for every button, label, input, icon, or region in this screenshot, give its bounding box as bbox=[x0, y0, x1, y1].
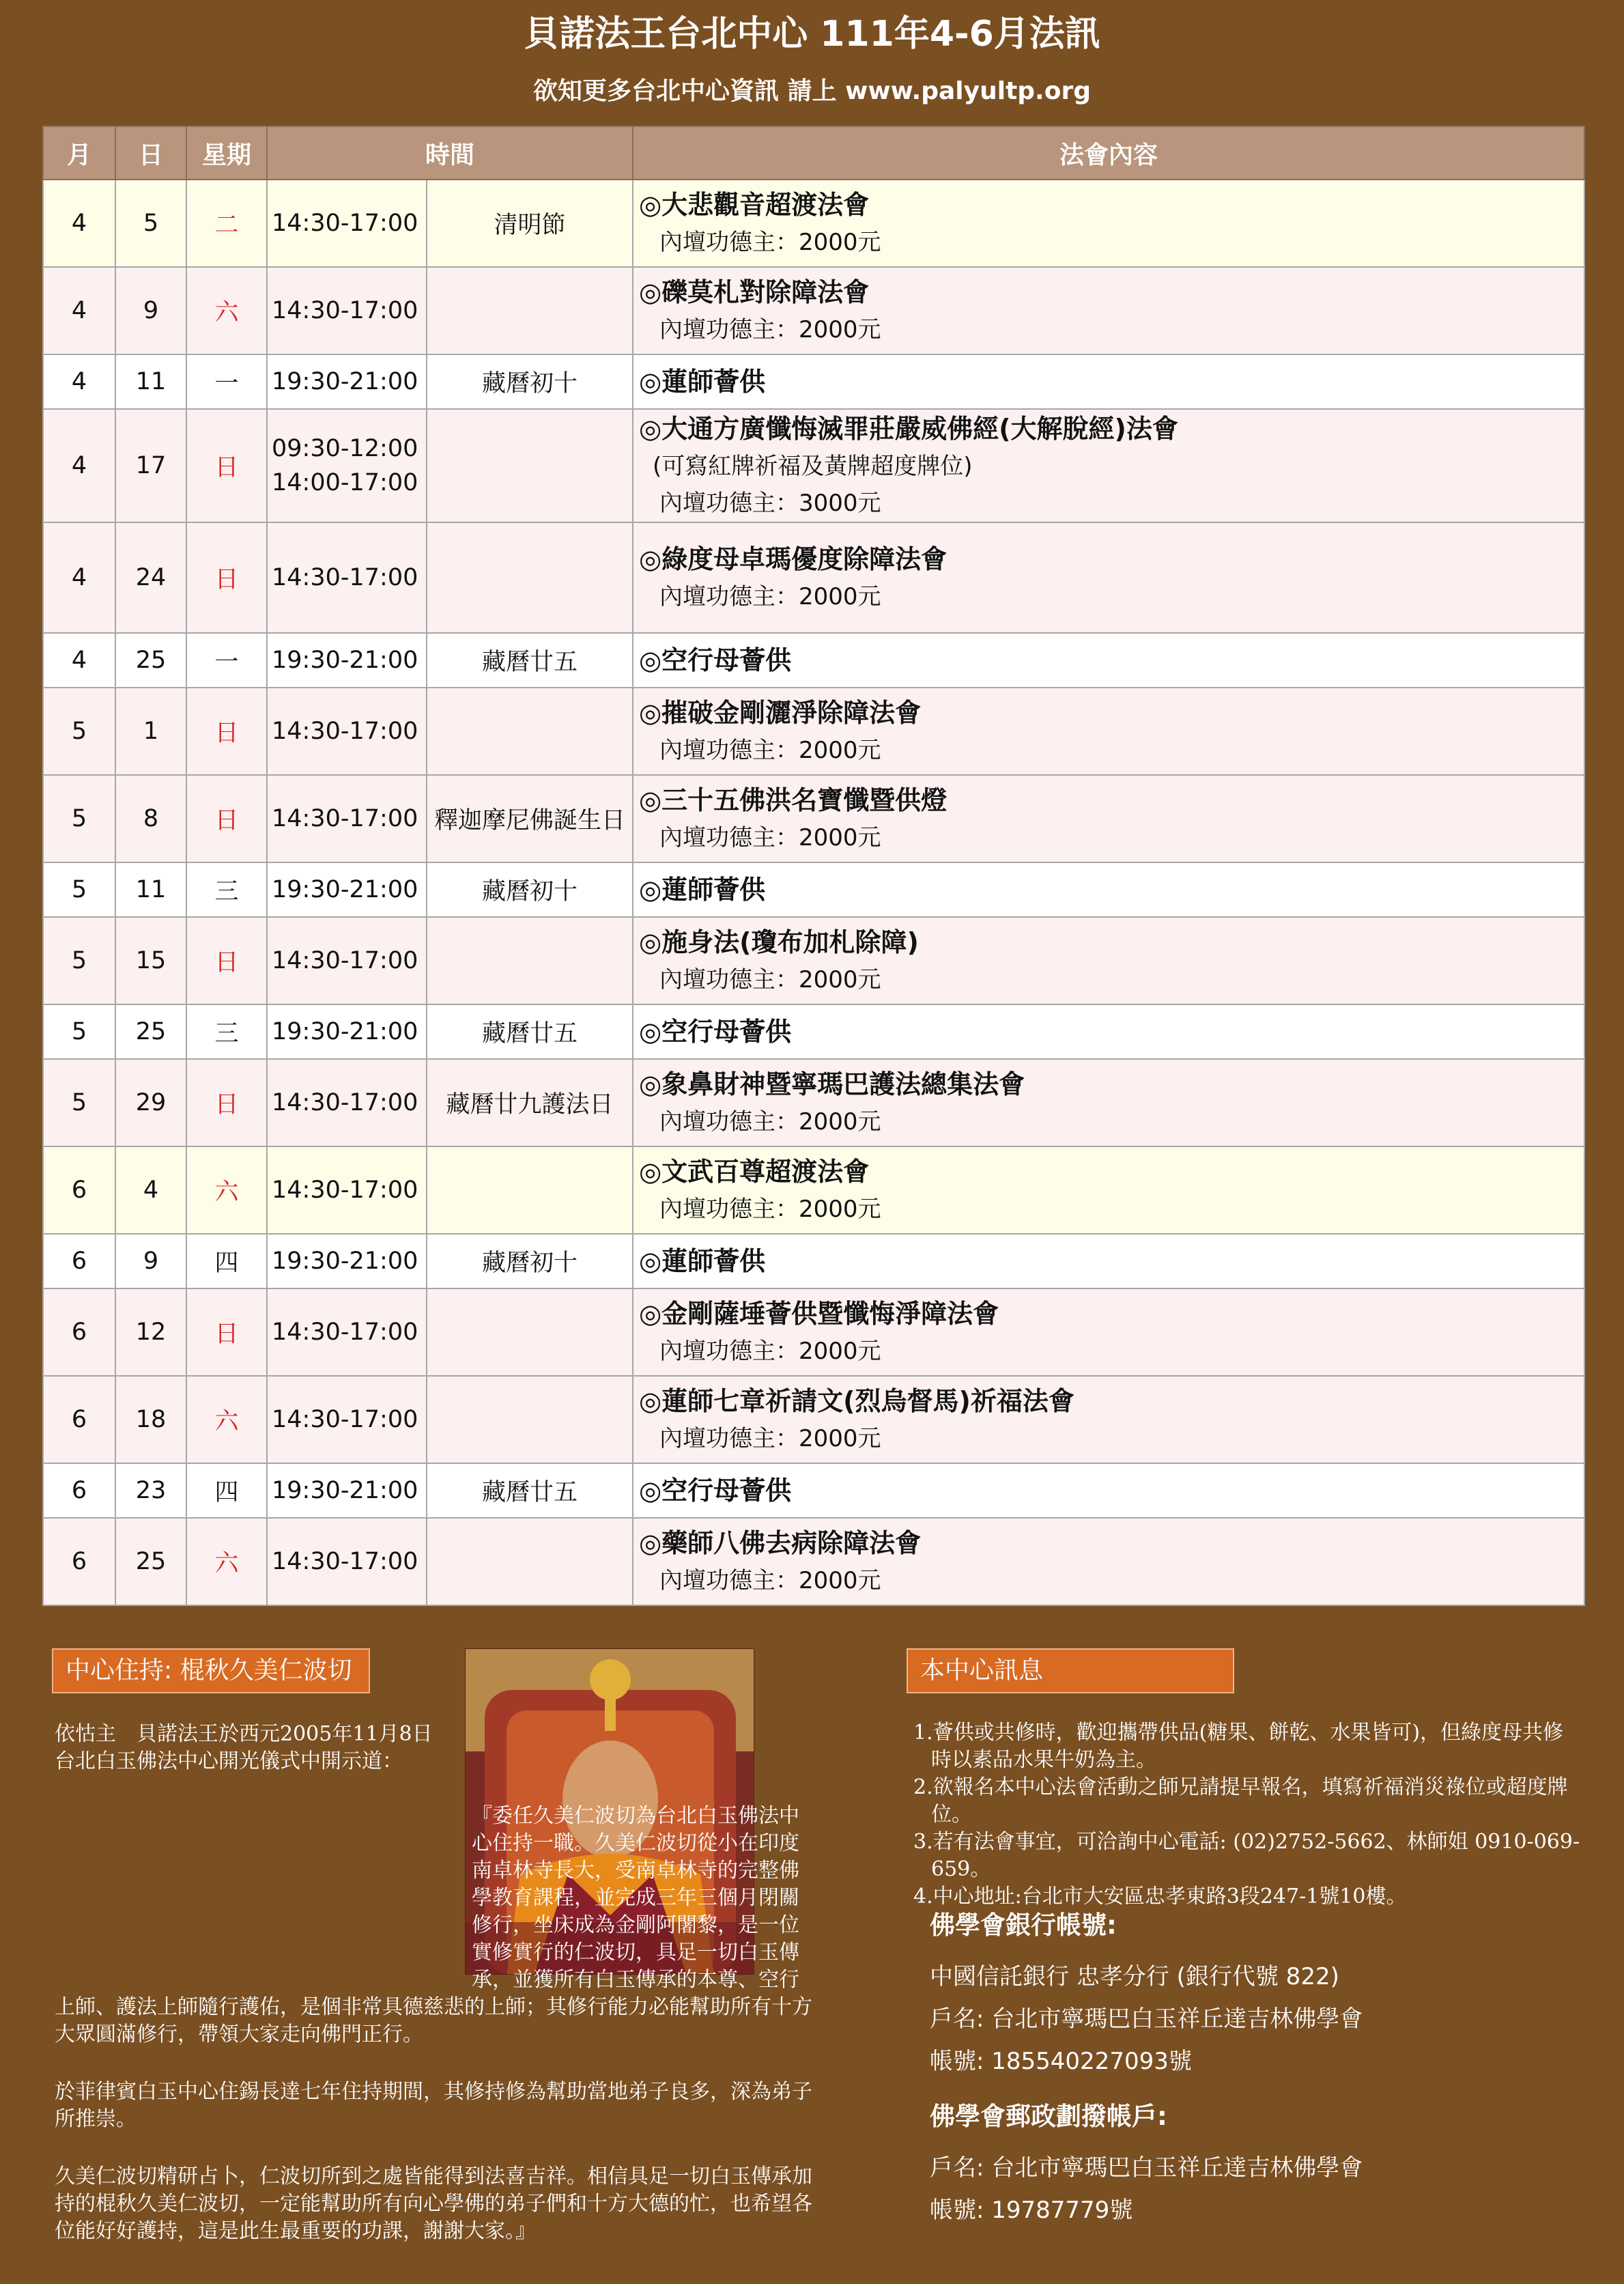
weekday-cell: 日 bbox=[186, 409, 267, 522]
note-cell bbox=[427, 267, 633, 354]
month-cell: 5 bbox=[43, 1004, 115, 1059]
abbot-quote bbox=[55, 1803, 812, 2048]
time-cell: 19:30-21:00 bbox=[267, 1463, 427, 1518]
weekday-cell: 日 bbox=[186, 522, 267, 633]
postal-account-number: 帳號: 19787779號 bbox=[930, 2197, 1133, 2224]
time-cell: 09:30-12:00 14:00-17:00 bbox=[267, 409, 427, 522]
time-cell: 14:30-17:00 bbox=[267, 1059, 427, 1146]
weekday-cell: 日 bbox=[186, 688, 267, 775]
event-title: ◎蓮師七章祈請文(烈烏督馬)祈福法會 bbox=[639, 1386, 1074, 1416]
time-cell: 14:30-17:00 bbox=[267, 775, 427, 862]
table-row bbox=[43, 1146, 1584, 1234]
date-cell: 17 bbox=[115, 409, 186, 522]
note-cell: 藏曆初十 bbox=[427, 1234, 633, 1288]
note-cell bbox=[427, 522, 633, 633]
month-cell: 6 bbox=[43, 1463, 115, 1518]
date-cell: 23 bbox=[115, 1463, 186, 1518]
time-cell: 14:30-17:00 bbox=[267, 917, 427, 1004]
month-cell: 5 bbox=[43, 1059, 115, 1146]
event-cell bbox=[633, 409, 1584, 522]
event-cell bbox=[633, 1146, 1584, 1234]
weekday-cell: 一 bbox=[186, 354, 267, 409]
bank-title: 佛學會銀行帳號: bbox=[930, 1911, 1117, 1940]
event-title: ◎施身法(瓊布加札除障) bbox=[639, 927, 919, 957]
weekday-cell: 六 bbox=[186, 1146, 267, 1234]
bank-account-name: 戶名: 台北市寧瑪巴白玉祥丘達吉林佛學會 bbox=[930, 2005, 1363, 2033]
weekday-cell: 四 bbox=[186, 1234, 267, 1288]
time-cell: 19:30-21:00 bbox=[267, 1004, 427, 1059]
month-cell: 5 bbox=[43, 917, 115, 1004]
bank-name: 中國信託銀行 忠孝分行 (銀行代號 822) bbox=[930, 1963, 1339, 1990]
abbot-text bbox=[55, 1721, 812, 2275]
event-cell bbox=[633, 775, 1584, 862]
date-cell: 15 bbox=[115, 917, 186, 1004]
event-title: ◎三十五佛洪名寶懺暨供燈 bbox=[639, 785, 948, 815]
event-title: ◎礫莫札對除障法會 bbox=[639, 277, 870, 307]
event-detail: 內壇功德主：3000元 bbox=[659, 490, 881, 517]
bank-account-number: 帳號: 185540227093號 bbox=[930, 2048, 1192, 2075]
event-detail: 內壇功德主：2000元 bbox=[659, 1196, 881, 1223]
month-cell: 5 bbox=[43, 775, 115, 862]
date-cell: 25 bbox=[115, 1518, 186, 1605]
time-cell: 19:30-21:00 bbox=[267, 354, 427, 409]
header-weekday: 星期 bbox=[186, 126, 267, 180]
month-cell: 4 bbox=[43, 180, 115, 267]
event-cell bbox=[633, 1004, 1584, 1059]
table-row bbox=[43, 180, 1584, 267]
weekday-cell: 六 bbox=[186, 267, 267, 354]
event-title: ◎空行母薈供 bbox=[639, 1476, 792, 1506]
event-title: ◎大通方廣懺悔滅罪莊嚴威佛經(大解脫經)法會 bbox=[639, 414, 1178, 444]
table-row bbox=[43, 354, 1584, 409]
event-detail: 內壇功德主：2000元 bbox=[659, 1567, 881, 1594]
event-title: ◎大悲觀音超渡法會 bbox=[639, 190, 870, 220]
date-cell: 25 bbox=[115, 1004, 186, 1059]
header-time: 時間 bbox=[267, 126, 633, 180]
event-title: ◎金剛薩埵薈供暨懺悔淨障法會 bbox=[639, 1299, 999, 1329]
weekday-cell: 三 bbox=[186, 862, 267, 917]
event-title: ◎摧破金剛灑淨除障法會 bbox=[639, 698, 922, 728]
note-cell bbox=[427, 1518, 633, 1605]
schedule-table bbox=[42, 126, 1585, 1606]
month-cell: 6 bbox=[43, 1376, 115, 1463]
event-cell bbox=[633, 1288, 1584, 1376]
month-cell: 4 bbox=[43, 354, 115, 409]
date-cell: 9 bbox=[115, 267, 186, 354]
page-title: 貝諾法王台北中心 111年4-6月法訊 bbox=[524, 14, 1100, 55]
weekday-cell: 三 bbox=[186, 1004, 267, 1059]
header-date: 日 bbox=[115, 126, 186, 180]
event-title: ◎藥師八佛去病除障法會 bbox=[639, 1528, 922, 1558]
table-header-row bbox=[43, 126, 1584, 180]
info-list bbox=[913, 1719, 1582, 1911]
note-cell: 藏曆初十 bbox=[427, 354, 633, 409]
event-detail: 內壇功德主：2000元 bbox=[659, 316, 881, 343]
table-row bbox=[43, 775, 1584, 862]
postal-account-name: 戶名: 台北市寧瑪巴白玉祥丘達吉林佛學會 bbox=[930, 2154, 1363, 2182]
event-cell bbox=[633, 688, 1584, 775]
weekday-cell: 日 bbox=[186, 1059, 267, 1146]
date-cell: 18 bbox=[115, 1376, 186, 1463]
event-cell bbox=[633, 1059, 1584, 1146]
postal-account-block bbox=[930, 2096, 1363, 2231]
info-item: 2.欲報名本中心法會活動之師兄請提早報名，填寫祈福消災祿位或超度牌位。 bbox=[913, 1775, 1568, 1827]
table-row bbox=[43, 1376, 1584, 1463]
note-cell bbox=[427, 409, 633, 522]
month-cell: 5 bbox=[43, 688, 115, 775]
date-cell: 8 bbox=[115, 775, 186, 862]
info-item: 3.若有法會事宜，可洽詢中心電話: (02)2752-5662、林師姐 0910-069-659。 bbox=[913, 1830, 1580, 1881]
event-title: ◎蓮師薈供 bbox=[639, 875, 766, 905]
table-row bbox=[43, 633, 1584, 688]
date-cell: 11 bbox=[115, 354, 186, 409]
month-cell: 4 bbox=[43, 522, 115, 633]
weekday-cell: 六 bbox=[186, 1376, 267, 1463]
event-title: ◎空行母薈供 bbox=[639, 1017, 792, 1047]
note-cell bbox=[427, 917, 633, 1004]
weekday-cell: 日 bbox=[186, 1288, 267, 1376]
abbot-intro: 依怙主 貝諾法王於西元2005年11月8日台北白玉佛法中心開光儀式中開示道： bbox=[55, 1722, 433, 1773]
abbot-quote-text: 『委任久美仁波切為台北白玉佛法中心住持一職。久美仁波切從小在印度南卓林寺長大，受南卓林寺的完整佛學教育課程，並完成三年三個月閉關修行，坐床成為金剛阿闍黎，是一位實修實行的仁波切，具足一切白玉傳承，並獲所有白玉傳承的本尊、空行上師、護法上師隨行護佑，是個非常具德慈悲的上師；其修行能力必能幫助所有十方大眾圓滿修行，帶領大家走向佛門正行。 bbox=[55, 1804, 812, 2046]
month-cell: 6 bbox=[43, 1518, 115, 1605]
header-content: 法會內容 bbox=[633, 126, 1584, 180]
note-cell: 藏曆廿九護法日 bbox=[427, 1059, 633, 1146]
event-cell bbox=[633, 1376, 1584, 1463]
header-month: 月 bbox=[43, 126, 115, 180]
event-detail: 內壇功德主：2000元 bbox=[659, 737, 881, 764]
event-detail: 內壇功德主：2000元 bbox=[659, 966, 881, 993]
date-cell: 9 bbox=[115, 1234, 186, 1288]
table-row bbox=[43, 1463, 1584, 1518]
time-cell: 14:30-17:00 bbox=[267, 522, 427, 633]
note-cell: 清明節 bbox=[427, 180, 633, 267]
info-item: 4.中心地址:台北市大安區忠孝東路3段247-1號10樓。 bbox=[913, 1885, 1407, 1908]
event-cell bbox=[633, 917, 1584, 1004]
table-row bbox=[43, 862, 1584, 917]
note-cell: 藏曆廿五 bbox=[427, 1463, 633, 1518]
time-cell: 14:30-17:00 bbox=[267, 180, 427, 267]
event-cell bbox=[633, 862, 1584, 917]
date-cell: 1 bbox=[115, 688, 186, 775]
event-title: ◎文武百尊超渡法會 bbox=[639, 1157, 870, 1187]
event-cell bbox=[633, 267, 1584, 354]
event-cell bbox=[633, 1234, 1584, 1288]
time-cell: 14:30-17:00 bbox=[267, 1518, 427, 1605]
abbot-para-2: 於菲律賓白玉中心住錫長達七年住持期間，其修持修為幫助當地弟子良多，深為弟子所推崇。 bbox=[55, 2080, 812, 2131]
table-row bbox=[43, 688, 1584, 775]
month-cell: 6 bbox=[43, 1234, 115, 1288]
event-detail: 內壇功德主：2000元 bbox=[659, 1338, 881, 1365]
table-row bbox=[43, 522, 1584, 633]
note-cell bbox=[427, 1376, 633, 1463]
portrait-wrap-spacer bbox=[55, 1803, 472, 1971]
event-detail: 內壇功德主：2000元 bbox=[659, 1108, 881, 1136]
note-cell bbox=[427, 1146, 633, 1234]
month-cell: 6 bbox=[43, 1288, 115, 1376]
event-title: ◎象鼻財神暨寧瑪巴護法總集法會 bbox=[639, 1069, 1025, 1099]
table-row bbox=[43, 1059, 1584, 1146]
table-row bbox=[43, 1518, 1584, 1605]
event-detail: 內壇功德主：2000元 bbox=[659, 229, 881, 256]
table-row bbox=[43, 409, 1584, 522]
info-tag: 本中心訊息 bbox=[907, 1648, 1234, 1693]
time-cell: 14:30-17:00 bbox=[267, 267, 427, 354]
month-cell: 6 bbox=[43, 1146, 115, 1234]
time-cell: 19:30-21:00 bbox=[267, 862, 427, 917]
weekday-cell: 日 bbox=[186, 917, 267, 1004]
date-cell: 25 bbox=[115, 633, 186, 688]
month-cell: 5 bbox=[43, 862, 115, 917]
note-cell: 藏曆廿五 bbox=[427, 633, 633, 688]
table-row bbox=[43, 1004, 1584, 1059]
time-cell: 19:30-21:00 bbox=[267, 633, 427, 688]
table-row bbox=[43, 1234, 1584, 1288]
event-title: ◎蓮師薈供 bbox=[639, 367, 766, 397]
time-cell: 14:30-17:00 bbox=[267, 1146, 427, 1234]
weekday-cell: 日 bbox=[186, 775, 267, 862]
weekday-cell: 一 bbox=[186, 633, 267, 688]
event-cell bbox=[633, 1518, 1584, 1605]
date-cell: 24 bbox=[115, 522, 186, 633]
event-detail: 內壇功德主：2000元 bbox=[659, 824, 881, 851]
date-cell: 4 bbox=[115, 1146, 186, 1234]
date-cell: 5 bbox=[115, 180, 186, 267]
event-title: ◎蓮師薈供 bbox=[639, 1246, 766, 1276]
weekday-cell: 六 bbox=[186, 1518, 267, 1605]
time-cell: 14:30-17:00 bbox=[267, 688, 427, 775]
postal-title: 佛學會郵政劃撥帳戶: bbox=[930, 2102, 1167, 2131]
event-cell bbox=[633, 354, 1584, 409]
date-cell: 12 bbox=[115, 1288, 186, 1376]
time-cell: 14:30-17:00 bbox=[267, 1376, 427, 1463]
weekday-cell: 二 bbox=[186, 180, 267, 267]
note-cell: 釋迦摩尼佛誕生日 bbox=[427, 775, 633, 862]
event-title: ◎綠度母卓瑪優度除障法會 bbox=[639, 544, 948, 574]
event-detail: 內壇功德主：2000元 bbox=[659, 583, 881, 610]
page-subtitle: 欲知更多台北中心資訊 請上 www.palyultp.org bbox=[533, 77, 1091, 105]
event-cell bbox=[633, 522, 1584, 633]
date-cell: 11 bbox=[115, 862, 186, 917]
event-title: ◎空行母薈供 bbox=[639, 645, 792, 675]
weekday-cell: 四 bbox=[186, 1463, 267, 1518]
note-cell bbox=[427, 688, 633, 775]
info-item: 1.薈供或共修時，歡迎攜帶供品(糖果、餅乾、水果皆可)，但綠度母共修時以素品水果牛奶為主。 bbox=[913, 1721, 1564, 1772]
note-cell: 藏曆初十 bbox=[427, 862, 633, 917]
abbot-para-3: 久美仁波切精研占卜，仁波切所到之處皆能得到法喜吉祥。相信具足一切白玉傳承加持的棍秋久美仁波切，一定能幫助所有向心學佛的弟子們和十方大德的忙，也希望各位能好好護持，這是此生最重要的功課，謝謝大家。』 bbox=[55, 2165, 812, 2243]
note-cell bbox=[427, 1288, 633, 1376]
time-cell: 14:30-17:00 bbox=[267, 1288, 427, 1376]
month-cell: 4 bbox=[43, 633, 115, 688]
time-cell: 19:30-21:00 bbox=[267, 1234, 427, 1288]
abbot-tag: 中心住持: 棍秋久美仁波切 bbox=[52, 1648, 370, 1693]
date-cell: 29 bbox=[115, 1059, 186, 1146]
bank-account-block bbox=[930, 1905, 1363, 2083]
event-detail: (可寫紅牌祈福及黃牌超度牌位) bbox=[653, 453, 973, 480]
event-cell bbox=[633, 1463, 1584, 1518]
event-cell bbox=[633, 180, 1584, 267]
month-cell: 4 bbox=[43, 409, 115, 522]
event-detail: 內壇功德主：2000元 bbox=[659, 1425, 881, 1452]
table-row bbox=[43, 267, 1584, 354]
month-cell: 4 bbox=[43, 267, 115, 354]
event-cell bbox=[633, 633, 1584, 688]
table-row bbox=[43, 917, 1584, 1004]
schedule-body bbox=[43, 180, 1584, 1605]
table-row bbox=[43, 1288, 1584, 1376]
note-cell: 藏曆廿五 bbox=[427, 1004, 633, 1059]
